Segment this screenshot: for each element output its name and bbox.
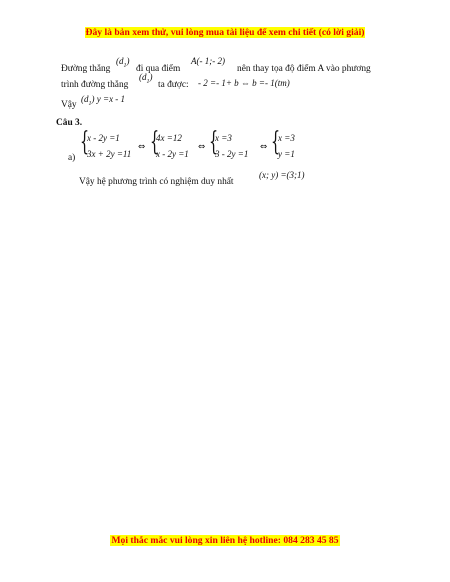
equivalence-3: ⇔ — [260, 142, 268, 152]
part-label: a) — [68, 153, 76, 163]
d1-close: ) — [126, 56, 130, 66]
system-1-line-1: x - 2y =1 — [87, 133, 120, 143]
d1-sub: 1 — [123, 62, 127, 69]
line-d1-label-2 — [139, 72, 153, 85]
system-3-line-1: x =3 — [215, 133, 232, 143]
system-3-brace: { — [209, 127, 219, 157]
para2-eq-rest: ) y =x - 1 — [91, 94, 126, 104]
conclusion-equation: (x; y) =(3;1) — [259, 170, 305, 180]
system-4-line-2: y =1 — [278, 149, 295, 159]
conclusion-text: Vậy hệ phương trình có nghiệm duy nhất — [79, 177, 234, 187]
system-1-line-2: 3x + 2y =11 — [87, 149, 132, 159]
system-4-brace: { — [271, 127, 281, 157]
system-1-brace: { — [80, 127, 90, 157]
system-2-line-1: 4x =12 — [156, 133, 182, 143]
hotline-banner-text: Mọi thắc mắc vui lòng xin liên hệ hotline: 084 283 45 85 — [111, 535, 339, 546]
para1-text-3: nên thay tọa độ điểm A vào phương — [237, 64, 371, 74]
system-3-line-2: 3 - 2y =1 — [215, 149, 249, 159]
para1-equation: - 2 =- 1+ b ⇔ b =- 1(tm) — [198, 78, 290, 88]
d1b-close: ) — [149, 72, 153, 82]
line-d1-label — [116, 56, 130, 69]
d1b-open: (d — [139, 72, 147, 82]
preview-banner-text: Đây là bản xem thử, vui lòng mua tài liệu để xem chi tiết (có lời giải) — [85, 27, 365, 38]
para1-text-2: đi qua điểm — [136, 64, 181, 74]
equivalence-2: ⇔ — [198, 142, 206, 152]
para1-text-4: trình đường thẳng — [61, 80, 129, 90]
para2-equation — [81, 94, 125, 107]
system-4-line-1: x =3 — [278, 133, 295, 143]
system-2-brace: { — [150, 127, 160, 157]
preview-banner — [0, 27, 450, 38]
equivalence-1: ⇔ — [138, 142, 146, 152]
para2-text: Vậy — [61, 100, 77, 110]
point-a: A(- 1;- 2) — [191, 56, 225, 66]
d1-open: (d — [116, 56, 124, 66]
para1-text-1: Đường thẳng — [61, 64, 111, 74]
hotline-banner — [0, 535, 450, 546]
question-title: Câu 3. — [56, 118, 83, 128]
para2-eq-open: (d — [81, 94, 89, 104]
para1-text-5: ta được: — [158, 80, 189, 90]
para2-eq-sub: 1 — [88, 100, 92, 107]
system-2-line-2: x - 2y =1 — [156, 149, 189, 159]
d1b-sub: 1 — [146, 78, 150, 85]
